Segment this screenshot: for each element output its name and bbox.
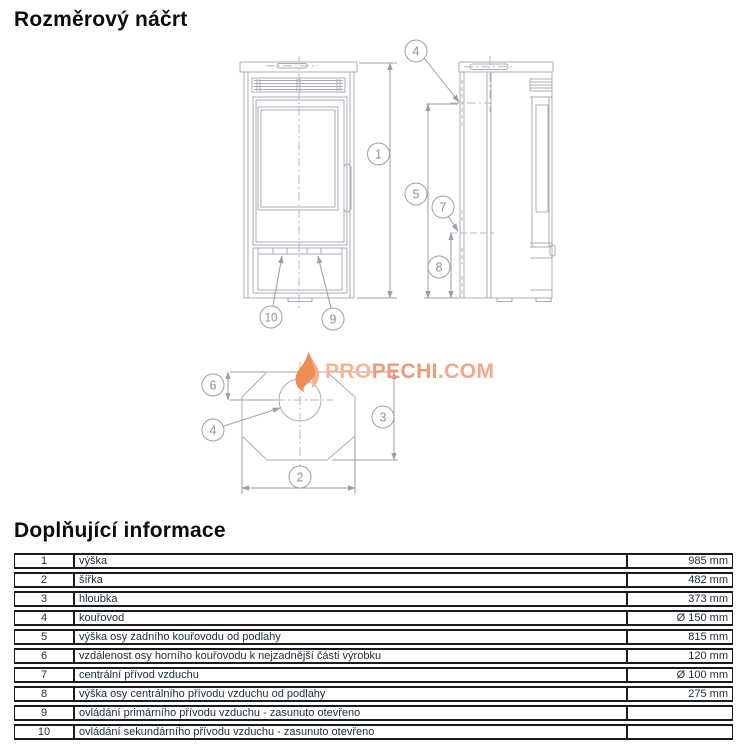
table-row [14,648,733,664]
row-description: kouřovod [74,610,627,626]
callout-10 [260,306,282,328]
table-row [14,667,733,683]
row-value [627,724,733,740]
table-row [14,686,733,702]
svg-text:9: 9 [329,312,337,327]
watermark-text: PROPECHI.COM [325,360,495,383]
row-description: centrální přívod vzduchu [74,667,627,683]
additional-info-section [14,519,733,743]
svg-text:2: 2 [296,470,304,485]
additional-info-table [14,550,733,743]
row-number: 6 [14,648,74,664]
row-value: 815 mm [627,629,733,645]
row-description: výška osy zadního kouřovodu od podlahy [74,629,627,645]
side-view [450,56,555,302]
svg-text:3: 3 [379,410,387,425]
callout-6 [202,374,224,396]
row-description: ovládání sekundárního přívodu vzduchu - zasunuto otevřeno [74,724,627,740]
row-value: 373 mm [627,591,733,607]
callout-7 [432,196,454,218]
table-row [14,705,733,721]
front-view [240,56,357,308]
callout-4-top [202,419,224,441]
table-row [14,610,733,626]
section-title: Doplňující informace [14,519,226,542]
page-title: Rozměrový náčrt [14,8,188,31]
table-row [14,629,733,645]
row-value: Ø 100 mm [627,667,733,683]
callout-4-side [405,40,427,62]
row-description: hloubka [74,591,627,607]
row-value: 482 mm [627,572,733,588]
callout-8 [428,256,450,278]
row-number: 9 [14,705,74,721]
row-description: šířka [74,572,627,588]
table-row [14,724,733,740]
callout-9 [322,308,344,330]
row-description: vzdálenost osy horního kouřovodu k nejzadnější části výrobku [74,648,627,664]
row-description: výška [74,553,627,569]
row-number: 4 [14,610,74,626]
callout-2 [289,466,311,488]
table-row [14,591,733,607]
row-value: 120 mm [627,648,733,664]
callout-3 [372,406,394,428]
svg-text:7: 7 [439,200,447,215]
row-number: 7 [14,667,74,683]
row-number: 5 [14,629,74,645]
svg-text:4: 4 [209,423,217,438]
row-value: 985 mm [627,553,733,569]
svg-text:5: 5 [412,187,420,202]
row-number: 1 [14,553,74,569]
top-view-outline [242,372,355,460]
svg-text:10: 10 [264,312,278,325]
row-value: Ø 150 mm [627,610,733,626]
row-description: ovládání primárního přívodu vzduchu - zasunuto otevřeno [74,705,627,721]
svg-text:6: 6 [209,378,217,393]
svg-text:8: 8 [435,260,443,275]
row-number: 10 [14,724,74,740]
table-row [14,572,733,588]
callout-5 [405,183,427,205]
row-value [627,705,733,721]
svg-text:4: 4 [412,44,420,59]
row-description: výška osy centrálního přívodu vzduchu od podlahy [74,686,627,702]
row-number: 8 [14,686,74,702]
row-number: 2 [14,572,74,588]
callout-1 [368,143,390,165]
row-value: 275 mm [627,686,733,702]
svg-text:1: 1 [375,147,382,162]
table-row [14,553,733,569]
row-number: 3 [14,591,74,607]
